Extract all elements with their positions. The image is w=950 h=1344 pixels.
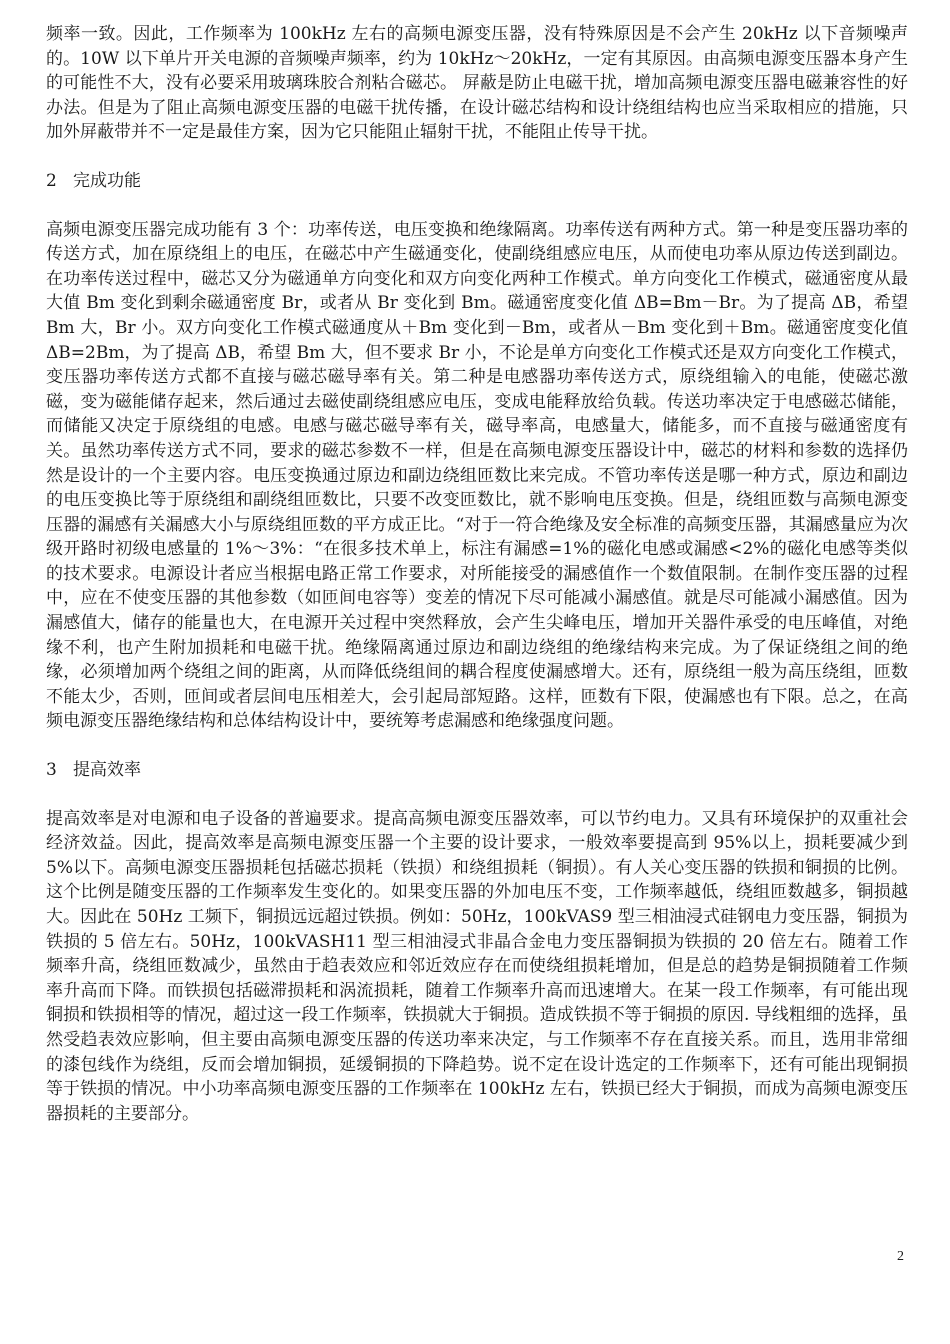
section-heading-function: 2 完成功能 (46, 170, 142, 191)
document-body (46, 22, 908, 1126)
paragraph-function: 高频电源变压器完成功能有 3 个：功率传送，电压变换和绝缘隔离。功率传送有两种方式。第一种是变压器功率的传送方式，加在原绕组上的电压，在磁芯中产生磁通变化，使副绕组感应电压，从而使电功率从原边传送到副边。在功率传送过程中，磁芯又分为磁通单方向变化和双方向变化两种工作模式。单方向变化工作模式，磁通密度从最大值 Bm 变化到剩余磁通密度 Br，或者从 Br 变化到 Bm。磁通密度变化值 ΔB=Bm－Br。为了提高 ΔB，希望 Bm 大，Br 小。双方向变化工作模式磁通度从＋Bm 变化到－Bm，或者从－Bm 变化到＋Bm。磁通密度变化值 ΔB=2Bm，为了提高 ΔB，希望 Bm 大，但不要求 Br 小，不论是单方向变化工作模式还是双方向变化工作模式，变压器功率传送方式都不直接与磁芯磁导率有关。第二种是电感器功率传送方式，原绕组输入的电能，使磁芯激磁，变为磁能储存起来，然后通过去磁使副绕组感应电压，变成电能释放给负载。传送功率决定于电感磁芯储能，而储能又决定于原绕组的电感。电感与磁芯磁导率有关，磁导率高，电感量大，储能多，而不直接与磁通密度有关。虽然功率传送方式不同，要求的磁芯参数不一样，但是在高频电源变压器设计中，磁芯的材料和参数的选择仍然是设计的一个主要内容。电压变换通过原边和副边绕组匝数比来完成。不管功率传送是哪一种方式，原边和副边的电压变换比等于原绕组和副绕组匝数比，只要不改变匝数比，就不影响电压变换。但是，绕组匝数与高频电源变压器的漏感有关漏感大小与原绕组匝数的平方成正比。“对于一符合绝缘及安全标准的高频变压器，其漏感量应为次级开路时初级电感量的 1%～3%：“在很多技术单上，标注有漏感=1%的磁化电感或漏感<2%的磁化电感等类似的技术要求。电源设计者应当根据电路正常工作要求，对所能接受的漏感值作一个数值限制。在制作变压器的过程中，应在不使变压器的其他参数（如匝间电容等）变差的情况下尽可能减小漏感值。就是尽可能减小漏感值。因为漏感值大，储存的能量也大，在电源开关过程中突然释放，会产生尖峰电压，增加开关器件承受的电压峰值，对绝缘不利，也产生附加损耗和电磁干扰。绝缘隔离通过原边和副边绕组的绝缘结构来完成。为了保证绕组之间的绝缘，必须增加两个绕组之间的距离，从而降低绕组间的耦合程度使漏感增大。还有，原绕组一般为高压绕组，匝数不能太少，否则，匝间或者层间电压相差大，会引起局部短路。这样，匝数有下限，使漏感也有下限。总之，在高频电源变压器绝缘结构和总体结构设计中，要统筹考虑漏感和绝缘强度问题。 (46, 219, 908, 732)
page-number: 2 (897, 1249, 904, 1264)
paragraph-shielding: 频率一致。因此，工作频率为 100kHz 左右的高频电源变压器，没有特殊原因是不会产生 20kHz 以下音频噪声的。10W 以下单片开关电源的音频噪声频率，约为 10kHz～20kHz，一定有其原因。由高频电源变压器本身产生的可能性不大，没有必要采用玻璃珠胶合剂粘合磁芯。 屏蔽是防止电磁干扰，增加高频电源变压器电磁兼容性的好办法。但是为了阻止高频电源变压器的电磁干扰传播，在设计磁芯结构和设计绕组结构也应当采取相应的措施，只加外屏蔽带并不一定是最佳方案，因为它只能阻止辐射干扰，不能阻止传导干扰。 (46, 24, 908, 143)
section-heading-efficiency: 3 提高效率 (46, 760, 142, 781)
paragraph-efficiency: 提高效率是对电源和电子设备的普遍要求。提高高频电源变压器效率，可以节约电力。又具有环境保护的双重社会经济效益。因此，提高效率是高频电源变压器一个主要的设计要求，一般效率要提高到 95%以上，损耗要减少到 5%以下。高频电源变压器损耗包括磁芯损耗（铁损）和绕组损耗（铜损）。有人关心变压器的铁损和铜损的比例。这个比例是随变压器的工作频率发生变化的。如果变压器的外加电压不变，工作频率越低，绕组匝数越多，铜损越大。因此在 50Hz 工频下，铜损远远超过铁损。例如：50Hz，100kVAS9 型三相油浸式硅钢电力变压器，铜损为铁损的 5 倍左右。50Hz，100kVASH11 型三相油浸式非晶合金电力变压器铜损为铁损的 20 倍左右。随着工作频率升高，绕组匝数减少，虽然由于趋表效应和邻近效应存在而使绕组损耗增加，但是总的趋势是铜损随着工作频率升高而下降。而铁损包括磁滞损耗和涡流损耗，随着工作频率升高而迅速增大。在某一段工作频率，有可能出现铜损和铁损相等的情况，超过这一段工作频率，铁损就大于铜损。造成铁损不等于铜损的原因. 导线粗细的选择，虽然受趋表效应影响，但主要由高频电源变压器的传送功率来决定，与工作频率不存在直接关系。而且，选用非常细的漆包线作为绕组，反而会增加铜损，延缓铜损的下降趋势。说不定在设计选定的工作频率下，还有可能出现铜损等于铁损的情况。中小功率高频电源变压器的工作频率在 100kHz 左右，铁损已经大于铜损，而成为高频电源变压器损耗的主要部分。 (46, 808, 908, 1124)
